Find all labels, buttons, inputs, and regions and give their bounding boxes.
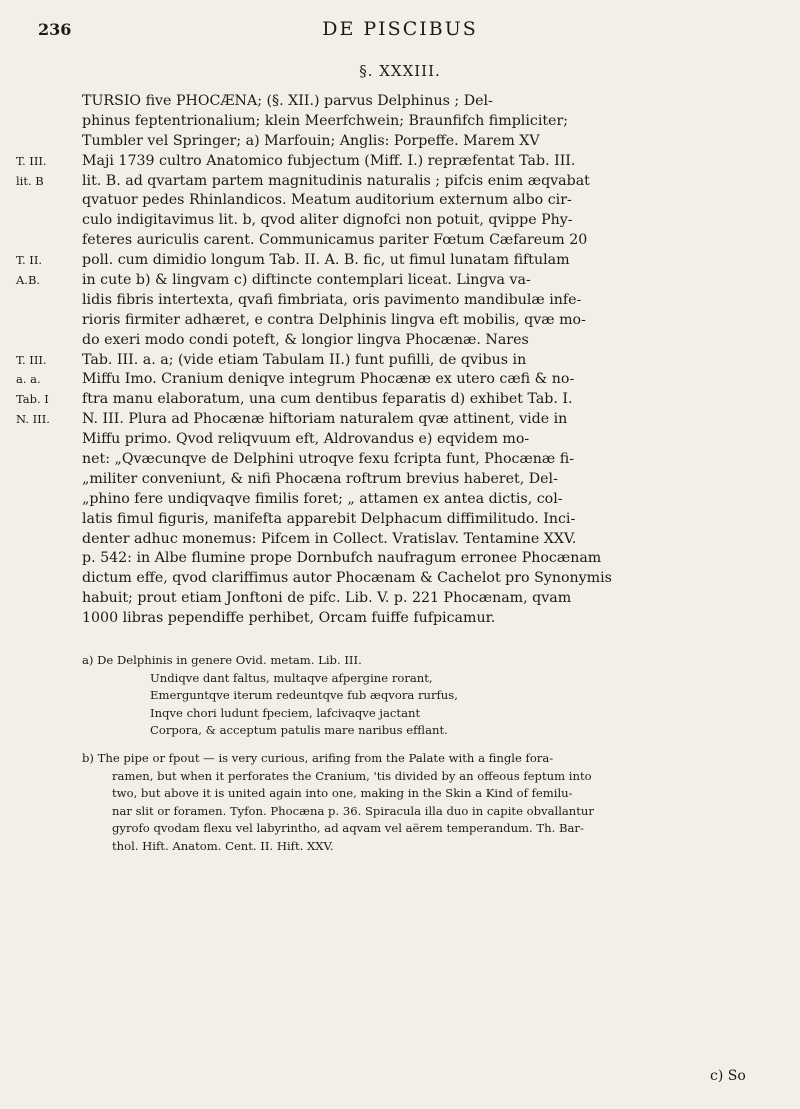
text-line: [82, 549, 782, 569]
text-line: [16, 390, 782, 410]
line-text: denter adhuc monemus: Pifcem in Collect. Vratislav. Tentamine XXV.: [82, 530, 577, 547]
line-text: ftra manu elaboratum, una cum dentibus feparatis d) exhibet Tab. I.: [82, 391, 573, 408]
line-text: „phino fere undiqvaqve fimilis foret; „ attamen ex antea dictis, col-: [82, 490, 563, 507]
text-line: [82, 589, 782, 609]
line-text: Miffu primo. Qvod reliqvuum eft, Aldrovandus e) eqvidem mo-: [82, 431, 530, 448]
text-line: [82, 450, 782, 470]
line-text: lit. B. ad qvartam partem magnitudinis naturalis ; pifcis enim æqvabat: [82, 172, 590, 189]
footnote-line: gyrofo qvodam flexu vel labyrintho, ad aqvam vel aërem temperandum. Th. Bar-: [112, 821, 584, 836]
text-line: [82, 291, 782, 311]
line-text: Maji 1739 cultro Anatomico fubjectum (Miff. I.) repræfentat Tab. III.: [82, 152, 576, 169]
footnote-line: Undiqve dant faltus, multaqve afpergine rorant,: [150, 670, 433, 685]
footnotes: [82, 652, 782, 856]
text-line: [82, 311, 782, 331]
page-header: [20, 14, 780, 46]
footnote-line: b) The pipe or fpout — is very curious, arifing from the Palate with a fingle fora-: [82, 750, 554, 765]
text-line: [16, 271, 782, 291]
line-text: latis fimul figuris, manifefta apparebit Delphacum diffimilitudo. Inci-: [82, 510, 576, 527]
line-text: 1000 libras pependiffe perhibet, Orcam fuiffe fufpicamur.: [82, 610, 496, 627]
text-line: [82, 510, 782, 530]
line-text: „militer conveniunt, & nifi Phocæna roftrum brevius haberet, Del-: [82, 470, 558, 487]
line-text: lidis fibris intertexta, qvafi fimbriata, oris pavimento mandibulæ infe-: [82, 291, 582, 308]
text-line: [16, 370, 782, 390]
text-line: [82, 490, 782, 510]
line-text: dictum effe, qvod clariffimus autor Phocænam & Cachelot pro Synonymis: [82, 570, 612, 587]
line-text: phinus feptentrionalium; klein Meerfchwein; Braunfifch fimpliciter;: [82, 112, 569, 129]
margin-note: lit. B: [16, 173, 44, 188]
margin-note: T. III.: [16, 153, 47, 168]
text-line: [82, 231, 782, 251]
line-text: Miffu Imo. Cranium deniqve integrum Phocænæ ex utero cæfi & no-: [82, 371, 575, 388]
margin-note: T. II.: [16, 253, 43, 268]
line-text: Tumbler vel Springer; a) Marfouin; Anglis: Porpeffe. Marem XV: [82, 132, 540, 149]
line-text: rioris firmiter adhæret, e contra Delphinis lingva eft mobilis, qvæ mo-: [82, 311, 586, 328]
line-text: N. III. Plura ad Phocænæ hiftoriam naturalem qvæ attinent, vide in: [82, 411, 568, 428]
note-gap: [82, 740, 782, 750]
text-line: [16, 410, 782, 430]
running-head: DE PISCIBUS: [322, 18, 478, 40]
footnote-line: Emerguntqve iterum redeuntqve fub æqvora rurfus,: [150, 688, 458, 703]
margin-note: T. III.: [16, 352, 47, 367]
line-text: culo indigitavimus lit. b, qvod aliter dignofci non potuit, qvippe Phy-: [82, 212, 573, 229]
line-text: feteres auriculis carent. Communicamus pariter Fœtum Cæfareum 20: [82, 232, 588, 249]
margin-note: A.B.: [16, 273, 41, 288]
text-line: [82, 470, 782, 490]
margin-note: N. III.: [16, 412, 50, 427]
catchword: c) So: [710, 1068, 746, 1084]
text-line: [82, 430, 782, 450]
footnote-line: Corpora, & acceptum patulis mare naribus efflant.: [150, 723, 448, 738]
footnote-line: two, but above it is united again into one, making in the Skin a Kind of femilu-: [112, 786, 573, 801]
line-text: Tab. III. a. a; (vide etiam Tabulam II.) funt pufilli, de qvibus in: [82, 351, 527, 368]
margin-note: Tab. I: [16, 392, 49, 407]
margin-note: a. a.: [16, 372, 41, 387]
line-text: do exeri modo condi poteft, & longior lingva Phocænæ. Nares: [82, 331, 529, 348]
line-text: net: „Qvæcunqve de Delphini utroqve fexu fcripta funt, Phocænæ fi-: [82, 451, 575, 468]
text-line: [82, 609, 782, 629]
text-line: [82, 112, 782, 132]
line-text: TURSIO five PHOCÆNA; (§. XII.) parvus Delphinus ; Del-: [82, 93, 493, 109]
text-line: [82, 569, 782, 589]
text-line: [82, 211, 782, 231]
page-number: 236: [38, 20, 72, 39]
text-line: [82, 92, 782, 112]
footnote-line: a) De Delphinis in genere Ovid. metam. Lib. III.: [82, 653, 362, 667]
line-text: poll. cum dimidio longum Tab. II. A. B. fic, ut fimul lunatam fiftulam: [82, 252, 570, 269]
text-line: [16, 251, 782, 271]
text-line: [82, 191, 782, 211]
text-line: [16, 152, 782, 172]
line-text: in cute b) & lingvam c) diftincte contemplari liceat. Lingva va-: [82, 272, 531, 289]
section-heading: §. XXXIII.: [359, 62, 441, 80]
main-text: [16, 92, 782, 629]
line-text: habuit; prout etiam Jonftoni de pifc. Lib. V. p. 221 Phocænam, qvam: [82, 590, 572, 607]
line-text: p. 542: in Albe flumine prope Dornbufch naufragum erronee Phocænam: [82, 550, 602, 567]
footnote-line: nar slit or foramen. Tyfon. Phocæna p. 36. Spiracula illa duo in capite obvallantur: [112, 803, 594, 818]
footnote-line: Inqve chori ludunt fpeciem, lafcivaqve jactant: [150, 705, 421, 720]
footnote-line: ramen, but when it perforates the Cranium, 'tis divided by an offeous feptum into: [112, 768, 592, 783]
footnote-line: thol. Hift. Anatom. Cent. II. Hift. XXV.: [112, 838, 334, 853]
text-line: [82, 132, 782, 152]
line-text: qvatuor pedes Rhinlandicos. Meatum auditorium externum albo cir-: [82, 192, 572, 209]
text-line: [82, 331, 782, 351]
text-line: [82, 530, 782, 550]
text-line: [16, 172, 782, 192]
text-line: [16, 351, 782, 371]
